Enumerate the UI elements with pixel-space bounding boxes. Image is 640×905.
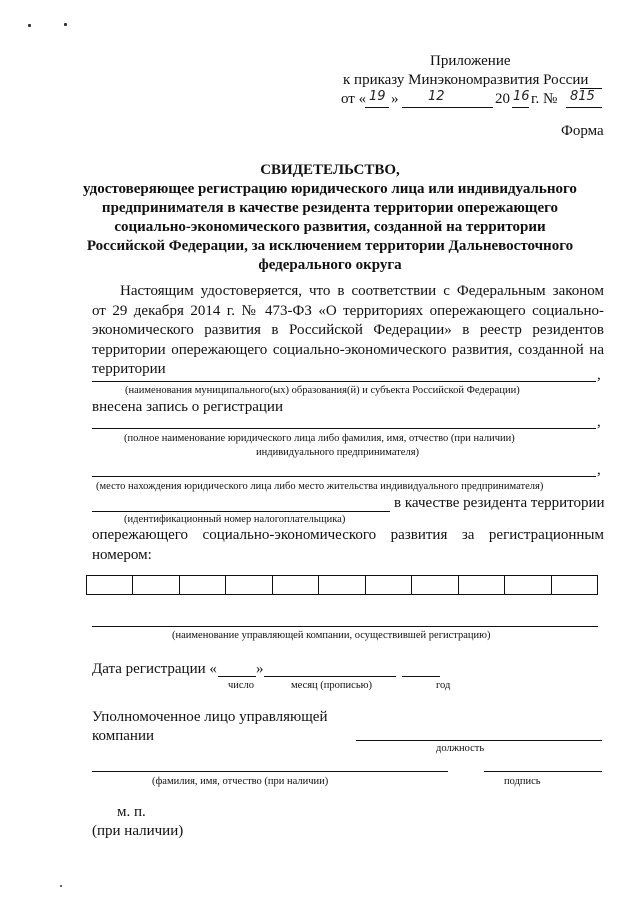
intro-paragraph — [92, 282, 604, 380]
title-line-2: предпринимателя в качестве резидента территории опережающего — [101, 200, 559, 216]
number-underline — [566, 107, 602, 108]
registration-number-grid[interactable] — [86, 575, 598, 595]
location-comma: , — [597, 462, 601, 478]
day-caption: число — [228, 680, 255, 691]
grid-cell[interactable] — [551, 576, 597, 594]
grid-cell[interactable] — [132, 576, 178, 594]
entity-name-line[interactable] — [92, 428, 596, 429]
authorized-line-2: компании — [92, 728, 154, 744]
position-field-line[interactable] — [356, 740, 602, 741]
inn-field-line[interactable] — [92, 511, 390, 512]
grid-cell[interactable] — [225, 576, 271, 594]
scan-speck — [64, 23, 67, 26]
grid-cell[interactable] — [179, 576, 225, 594]
intro-line-2: от 29 декабря 2014 г. № 473-ФЗ «О территориях опережающего социально- — [92, 302, 604, 319]
year-underline — [512, 107, 529, 108]
intro-line-1: Настоящим удостоверяется, что в соответствии с Федеральным законом — [120, 283, 604, 299]
advance-line: опережающего социально-экономического развития за регистрационным — [92, 527, 604, 543]
stamp-label: м. п. — [117, 804, 146, 820]
authorized-line-1: Уполномоченное лицо управляющей — [92, 709, 328, 725]
grid-cell[interactable] — [458, 576, 504, 594]
month-underline — [402, 107, 493, 108]
record-text: внесена запись о регистрации — [92, 399, 283, 415]
grid-cell[interactable] — [504, 576, 550, 594]
year-caption: год — [436, 680, 451, 691]
number-text: номером: — [92, 546, 152, 563]
company-caption: (наименование управляющей компании, осуществившей регистрацию) — [172, 630, 491, 641]
month-caption: месяц (прописью) — [291, 680, 372, 691]
date-month-line[interactable] — [264, 676, 396, 677]
signature-field-line[interactable] — [484, 771, 602, 772]
name-comma: , — [597, 414, 601, 430]
title-line-3: социально-экономического развития, созданной на территории — [114, 219, 546, 235]
municipal-caption: (наименования муниципального(ых) образования(й) и субъекта Российской Федерации) — [125, 385, 520, 396]
intro-line-3: экономического развития в Российской Федерации» в реестр резидентов — [92, 322, 604, 338]
intro-line-5: территории — [92, 361, 166, 377]
order-number: 815 — [570, 89, 595, 104]
name-caption-1: (полное наименование юридического лица либо фамилия, имя, отчество (при наличии) — [124, 433, 515, 444]
inn-caption: (идентификационный номер налогоплательщика) — [124, 514, 346, 525]
order-month: 12 — [428, 89, 445, 104]
date-prefix: от « — [341, 91, 367, 107]
fio-field-line[interactable] — [92, 771, 448, 772]
order-day: 19 — [369, 89, 386, 104]
order-number-label: г. № — [531, 91, 558, 107]
scan-speck — [28, 24, 31, 27]
grid-cell[interactable] — [411, 576, 457, 594]
form-label: Форма — [561, 123, 604, 139]
appendix-label: Приложение — [430, 53, 511, 69]
scan-speck — [60, 885, 62, 887]
document-title — [60, 161, 600, 275]
date-label: Дата регистрации « — [92, 661, 217, 677]
title-line-1: удостоверяющее регистрацию юридического лица или индивидуального — [83, 181, 577, 197]
resident-text: в качестве резидента территории — [394, 495, 605, 511]
year-prefix: 20 — [495, 91, 510, 107]
grid-cell[interactable] — [318, 576, 364, 594]
date-close: » — [256, 661, 264, 677]
date-day-close: » — [391, 91, 399, 107]
grid-cell[interactable] — [272, 576, 318, 594]
company-field-line[interactable] — [92, 626, 598, 627]
order-year: 16 — [513, 89, 530, 104]
title-heading: СВИДЕТЕЛЬСТВО, — [260, 162, 400, 178]
registration-number-sentence — [92, 526, 604, 565]
municipal-comma: , — [597, 367, 601, 383]
grid-cell[interactable] — [365, 576, 411, 594]
date-year-line[interactable] — [402, 676, 440, 677]
title-line-4: Российской Федерации, за исключением территории Дальневосточного — [86, 238, 574, 254]
title-line-5: федерального округа — [258, 257, 402, 273]
stamp-note: (при наличии) — [92, 823, 184, 839]
signature-caption: подпись — [504, 776, 541, 787]
name-caption-2: индивидуального предпринимателя) — [256, 447, 420, 458]
intro-line-4: территории опережающего социально-экономического развития, созданной на — [92, 341, 604, 358]
order-reference: к приказу Минэкономразвития России — [343, 72, 589, 88]
position-caption: должность — [436, 743, 485, 754]
day-underline — [365, 107, 389, 108]
location-caption: (место нахождения юридического лица либо место жительства индивидуального предпринимателя) — [96, 481, 544, 492]
fio-caption: (фамилия, имя, отчество (при наличии) — [152, 776, 329, 787]
location-field-line[interactable] — [92, 476, 596, 477]
date-day-line[interactable] — [218, 676, 256, 677]
grid-cell[interactable] — [87, 576, 132, 594]
municipal-field-line[interactable] — [92, 381, 596, 382]
